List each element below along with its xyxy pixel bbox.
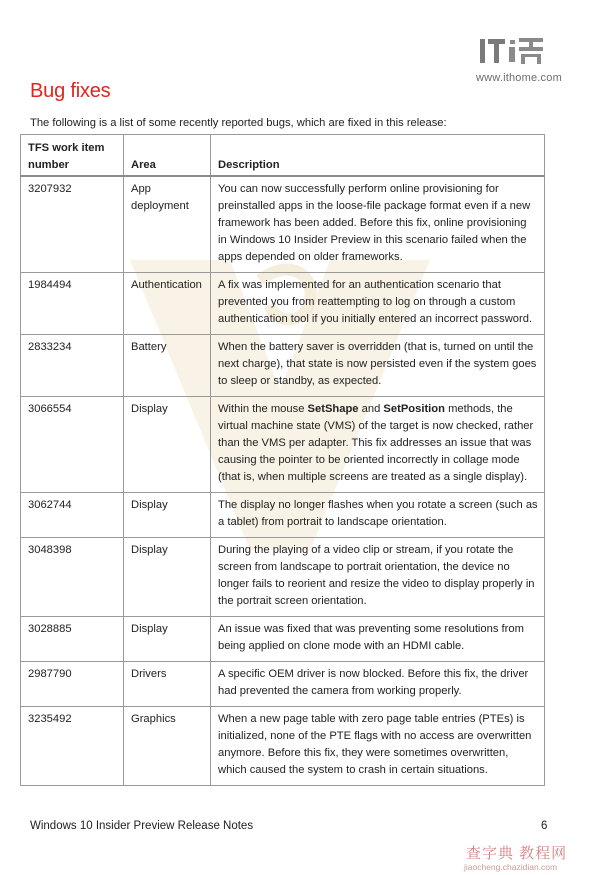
cell-tfs-number: 3066554 bbox=[21, 397, 124, 493]
page-title: Bug fixes bbox=[30, 80, 111, 102]
cell-description: When the battery saver is overridden (that is, turned on until the next charge), that state is now persisted even if the system goes to sleep or standby, as expected. bbox=[211, 335, 545, 397]
cell-area: Drivers bbox=[124, 662, 211, 707]
ithome-logo bbox=[476, 34, 572, 88]
table-row bbox=[21, 707, 545, 786]
table-row bbox=[21, 662, 545, 707]
bug-fixes-table bbox=[20, 134, 545, 786]
cell-description: When a new page table with zero page table entries (PTEs) is initialized, none of the PTE flags with no access are overwritten anymore. Before this fix, they were sometimes overwritten, which caused the system to crash in certain situations. bbox=[211, 707, 545, 786]
cell-area: Graphics bbox=[124, 707, 211, 786]
cell-tfs-number: 1984494 bbox=[21, 273, 124, 335]
cell-tfs-number: 3028885 bbox=[21, 617, 124, 662]
column-header-tfs: TFS work item number bbox=[21, 135, 124, 177]
description-text: and bbox=[358, 403, 384, 415]
table-header-row bbox=[21, 135, 545, 177]
cell-description: A specific OEM driver is now blocked. Before this fix, the driver had prevented the camera from working properly. bbox=[211, 662, 545, 707]
footer-document-title: Windows 10 Insider Preview Release Notes bbox=[30, 820, 254, 832]
cell-area: Display bbox=[124, 538, 211, 617]
cell-area: Battery bbox=[124, 335, 211, 397]
cell-area: Display bbox=[124, 493, 211, 538]
table-row bbox=[21, 176, 545, 273]
column-header-area: Area bbox=[124, 135, 211, 177]
method-name-setshape: SetShape bbox=[307, 403, 359, 415]
cell-description bbox=[211, 397, 545, 493]
table-row bbox=[21, 493, 545, 538]
cell-area: Authentication bbox=[124, 273, 211, 335]
cell-tfs-number: 3235492 bbox=[21, 707, 124, 786]
footer-page-number: 6 bbox=[541, 820, 548, 832]
table-row bbox=[21, 617, 545, 662]
corner-watermark-title: 查字典 教程网 bbox=[466, 845, 568, 862]
method-name-setposition: SetPosition bbox=[383, 403, 445, 415]
intro-text: The following is a list of some recently reported bugs, which are fixed in this release: bbox=[30, 117, 447, 129]
cell-description: The display no longer flashes when you rotate a screen (such as a tablet) from portrait to landscape orientation. bbox=[211, 493, 545, 538]
cell-tfs-number: 3048398 bbox=[21, 538, 124, 617]
logo-url-text: www.ithome.com bbox=[476, 72, 562, 84]
cell-description: A fix was implemented for an authentication scenario that prevented you from reattempting to log on through a custom authentication tool if you initially entered an incorrect password. bbox=[211, 273, 545, 335]
column-header-description: Description bbox=[211, 135, 545, 177]
cell-area: Display bbox=[124, 617, 211, 662]
cell-description: An issue was fixed that was preventing some resolutions from being applied on clone mode with an HDMI cable. bbox=[211, 617, 545, 662]
table-row bbox=[21, 397, 545, 493]
cell-description: You can now successfully perform online provisioning for preinstalled apps in the loose-file package format even if a new framework has been added. Before this fix, online provisioning in Windows 10 Insider Preview in this scenario failed when the apps depended on older frameworks. bbox=[211, 176, 545, 273]
table-row bbox=[21, 273, 545, 335]
cell-tfs-number: 2833234 bbox=[21, 335, 124, 397]
cell-tfs-number: 3062744 bbox=[21, 493, 124, 538]
description-text: methods, the virtual machine state (VMS) of the target is now checked, rather than the VMS per adapter. This fix addresses an issue that was causing the pointer to be oriented incorrectly in collage mode (that is, when multiple screens are treated as a single display). bbox=[218, 403, 534, 483]
ithome-logo-mark bbox=[478, 34, 550, 68]
corner-watermark bbox=[462, 842, 590, 874]
table-row bbox=[21, 335, 545, 397]
description-text: Within the mouse bbox=[218, 403, 308, 415]
cell-area: App deployment bbox=[124, 176, 211, 273]
cell-description: During the playing of a video clip or stream, if you rotate the screen from landscape to portrait orientation, the device no longer fails to reorient and resize the video to display properly in the portrait screen orientation. bbox=[211, 538, 545, 617]
cell-area: Display bbox=[124, 397, 211, 493]
cell-tfs-number: 2987790 bbox=[21, 662, 124, 707]
corner-watermark-url: jiaocheng.chazidian.com bbox=[464, 862, 558, 872]
table-row bbox=[21, 538, 545, 617]
cell-tfs-number: 3207932 bbox=[21, 176, 124, 273]
